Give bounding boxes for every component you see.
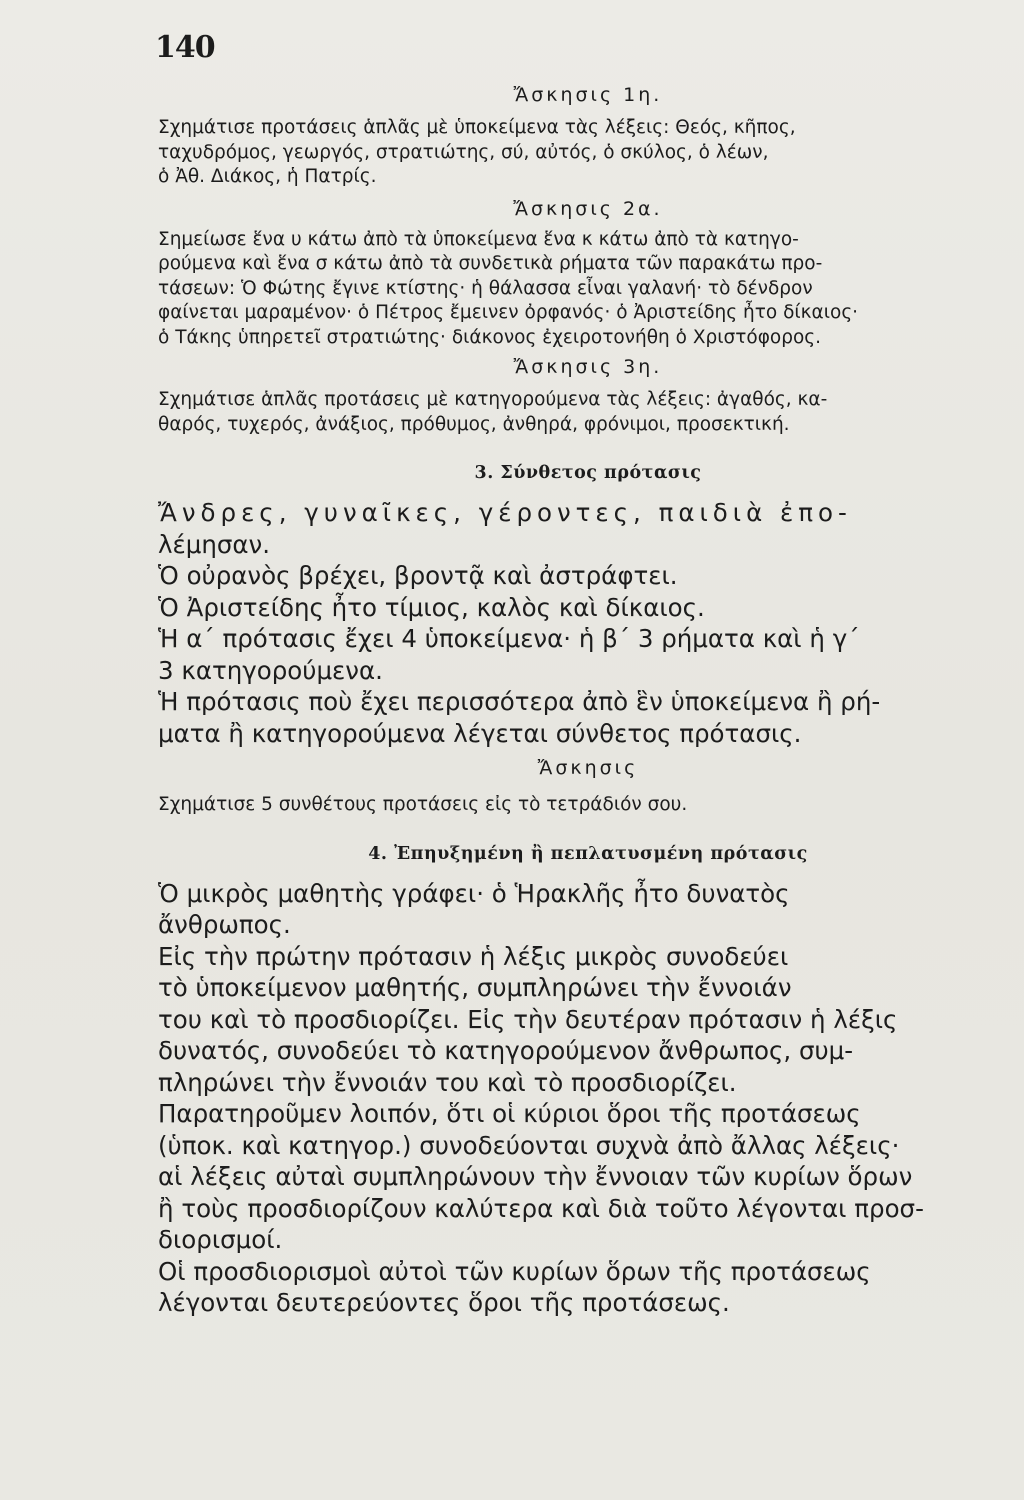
section-4-line: τὸ ὑποκείμενον μαθητής, συμπληρώνει τὴν ἔννοιάν <box>158 973 792 1002</box>
exercise-1-title: Ἄσκησις 1η. <box>513 84 663 106</box>
section-4-line: πληρώνει τὴν ἔννοιάν του καὶ τὸ προσδιορίζει. <box>158 1067 737 1097</box>
section-3-line: Ὁ Ἀριστείδης ἦτο τίμιος, καλὸς καὶ δίκαιος. <box>158 592 705 622</box>
section-3-line: Ὁ οὐρανὸς βρέχει, βροντᾷ καὶ ἀστράφτει. <box>158 561 678 590</box>
section-4-line: Παρατηροῦμεν λοιπόν, ὅτι οἱ κύριοι ὅροι τῆς προτάσεως <box>158 1099 861 1128</box>
exercise-1-line: Σχημάτισε προτάσεις ἁπλᾶς μὲ ὑποκείμενα τὰς λέξεις: Θεός, κῆπος, <box>158 117 796 138</box>
exercise-3 <box>158 356 928 437</box>
page-number: 140 <box>155 30 215 65</box>
section-3-line: ματα ἢ κατηγορούμενα λέγεται σύνθετος πρότασις. <box>158 718 802 748</box>
section-3-line: Ἡ πρότασις ποὺ ἔχει περισσότερα ἀπὸ ἓν ὑποκείμενα ἢ ρή- <box>158 687 881 716</box>
exercise-3-line: θαρός, τυχερός, ἀνάξιος, πρόθυμος, ἀνθηρά, φρόνιμοι, προσεκτική. <box>158 413 790 435</box>
exercise-2 <box>158 198 928 351</box>
section-3-exercise-text: Σχημάτισε 5 συνθέτους προτάσεις εἰς τὸ τετράδιόν σου. <box>158 794 688 815</box>
section-4-line: ἢ τοὺς προσδιορίζουν καλύτερα καὶ διὰ τοῦτο λέγονται προσ- <box>158 1193 924 1223</box>
section-3-line: λέμησαν. <box>158 529 271 559</box>
section-4-line: του καὶ τὸ προσδιορίζει. Εἰς τὴν δευτέραν πρότασιν ἡ λέξις <box>158 1004 898 1034</box>
exercise-3-line: Σχημάτισε ἁπλᾶς προτάσεις μὲ κατηγορούμενα τὰς λέξεις: ἀγαθός, κα- <box>158 389 828 410</box>
exercise-2-line: ὁ Τάκης ὑπηρετεῖ στρατιώτης· διάκονος ἐχειροτονήθη ὁ Χριστόφορος. <box>158 326 822 348</box>
exercise-3-title: Ἄσκησις 3η. <box>513 356 663 378</box>
section-3-line: 3 κατηγορούμενα. <box>158 655 383 685</box>
exercise-2-title: Ἄσκησις 2α. <box>513 197 663 220</box>
exercise-2-line: ρούμενα καὶ ἕνα σ κάτω ἀπὸ τὰ συνδετικὰ ρήματα τῶν παρακάτω προ- <box>158 253 823 274</box>
exercise-2-line: Σημείωσε ἕνα υ κάτω ἀπὸ τὰ ὑποκείμενα ἕνα κ κάτω ἀπὸ τὰ κατηγο- <box>158 228 799 250</box>
section-4-line: Εἰς τὴν πρώτην πρότασιν ἡ λέξις μικρὸς συνοδεύει <box>158 941 789 971</box>
section-4-title: 4. Ἐπηυξημένη ἢ πεπλατυσμένη πρότασις <box>368 843 808 864</box>
section-3 <box>158 463 928 818</box>
section-4-line: λέγονται δευτερεύοντες ὅροι τῆς προτάσεως. <box>158 1288 730 1317</box>
section-4-line: Ὁ μικρὸς μαθητὴς γράφει· ὁ Ἡρακλῆς ἦτο δυνατὸς <box>158 878 790 908</box>
section-4-line: δυνατός, συνοδεύει τὸ κατηγορούμενον ἄνθρωπος, συμ- <box>158 1036 854 1065</box>
exercise-1-line: ὁ Ἀθ. Διάκος, ἡ Πατρίς. <box>158 166 377 187</box>
section-4 <box>158 844 928 1319</box>
section-3-line: Ἄνδρες, γυναῖκες, γέροντες, παιδιὰ ἐπο- <box>158 498 852 527</box>
section-4-line: αἱ λέξεις αὐταὶ συμπληρώνουν τὴν ἔννοιαν τῶν κυρίων ὅρων <box>158 1162 913 1191</box>
section-3-title: 3. Σύνθετος πρότασις <box>474 463 702 483</box>
exercise-1 <box>158 84 928 190</box>
section-3-line: Ἡ α΄ πρότασις ἔχει 4 ὑποκείμενα· ἡ β΄ 3 ρήματα καὶ ἡ γ΄ <box>158 624 860 653</box>
section-4-line: Οἱ προσδιορισμοὶ αὐτοὶ τῶν κυρίων ὅρων τῆς προτάσεως <box>158 1256 871 1286</box>
exercise-2-line: φαίνεται μαραμένον· ὁ Πέτρος ἔμεινεν ὀρφανός· ὁ Ἀριστείδης ἦτο δίκαιος· <box>158 302 859 323</box>
exercise-2-line: τάσεων: Ὁ Φώτης ἔγινε κτίστης· ἡ θάλασσα εἶναι γαλανή· τὸ δένδρον <box>158 277 813 299</box>
section-4-line: διορισμοί. <box>158 1225 283 1254</box>
section-4-line: ἄνθρωπος. <box>158 910 291 939</box>
page-content <box>158 84 928 1319</box>
section-4-line: (ὑποκ. καὶ κατηγορ.) συνοδεύονται συχνὰ ἀπὸ ἄλλας λέξεις· <box>158 1130 900 1160</box>
exercise-1-line: ταχυδρόμος, γεωργός, στρατιώτης, σύ, αὐτός, ὁ σκύλος, ὁ λέων, <box>158 141 769 163</box>
section-3-exercise-title: Ἄσκησις <box>537 757 639 779</box>
